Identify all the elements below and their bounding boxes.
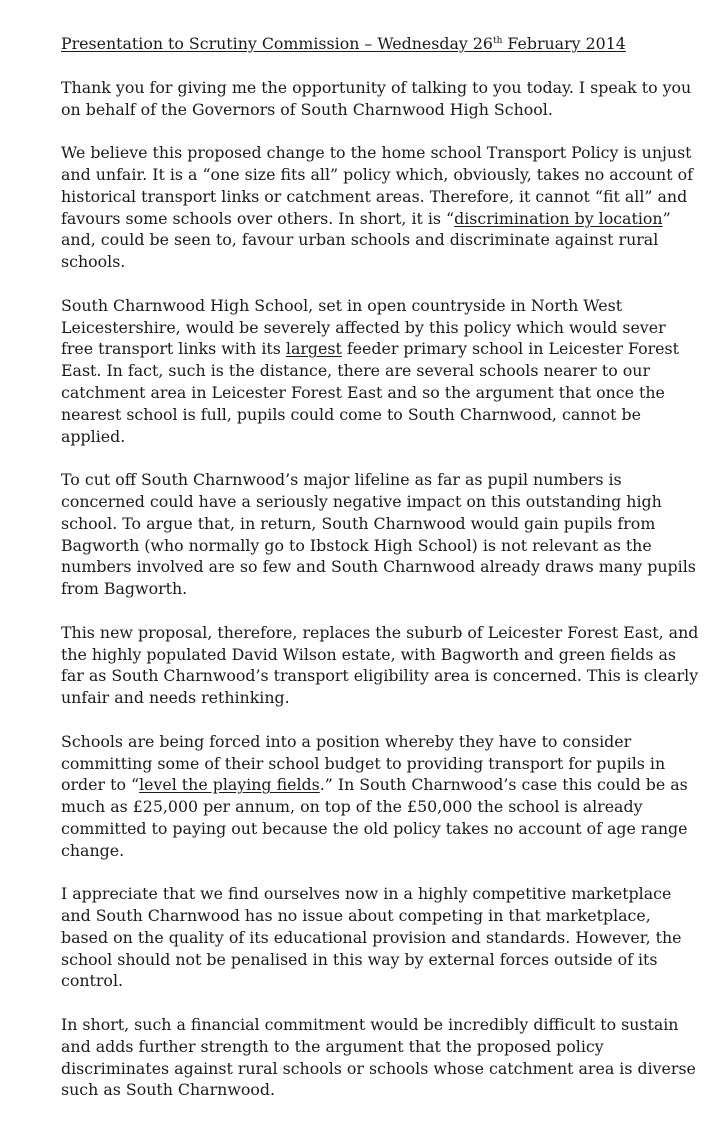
paragraph-text: To cut off South Charnwood’s major lifeline as far as pupil numbers is concerned could have a seriously negative impact on this outstanding high school. To argue that, in return, South Charnwood would gain pupils from Bagworth (who normally go to Ibstock High School) is not relevant as the numbers involved are so few and South Charnwood already draws many pupils from Bagworth. xyxy=(61,470,696,599)
paragraph-impact xyxy=(61,295,701,448)
paragraph-proposal xyxy=(61,622,701,709)
title-superscript: th xyxy=(492,36,503,46)
paragraph-text: South Charnwood High School, set in open countryside in North West Leicestershire, would be severely affected by this policy which would sever free transport links with its xyxy=(61,295,666,359)
paragraph-discrimination xyxy=(61,142,701,273)
page-title xyxy=(61,33,701,55)
paragraph-text: We believe this proposed change to the home school Transport Policy is unjust and unfair. It is a “one size fits all” policy which, obviously, takes no account of historical transport links or catchment areas. Therefore, it cannot “fit all” and favours some schools over others. In short, it is “ xyxy=(61,143,693,228)
paragraph-text: ” and, could be seen to, favour urban schools and discriminate against rural schools. xyxy=(61,208,671,272)
title-main: Presentation to Scrutiny Commission – Wednesday 26 xyxy=(61,34,493,53)
paragraph-text: In short, such a financial commitment would be incredibly difficult to sustain and adds further strength to the argument that the proposed policy discriminates against rural schools or schools whose catchment area is diverse such as South Charnwood. xyxy=(61,1015,696,1100)
paragraph-marketplace xyxy=(61,883,701,992)
paragraph-text: Thank you for giving me the opportunity of talking to you today. I speak to you on behalf of the Governors of South Charnwood High School. xyxy=(61,77,692,119)
paragraph-text: feeder primary school in Leicester Forest East. In fact, such is the distance, there are several schools nearer to our catchment area in Leicester Forest East and so the argument that once the nearest school is full, pupils could come to South Charnwood, cannot be applied. xyxy=(61,339,679,446)
title-tail: February 2014 xyxy=(502,34,626,53)
paragraph-lifeline xyxy=(61,469,701,600)
paragraph-text: This new proposal, therefore, replaces the suburb of Leicester Forest East, and the highly populated David Wilson estate, with Bagworth and green fields as far as South Charnwood’s transport eligibility area is concerned. This is clearly unfair and needs rethinking. xyxy=(61,622,699,708)
underlined-phrase: level the playing fields xyxy=(139,775,320,795)
paragraph-text: .” In South Charnwood’s case this could be as much as £25,000 per annum, on top of the £50,000 the school is already committed to paying out because the old policy takes no account of age range change. xyxy=(61,775,688,860)
underlined-word: largest xyxy=(285,339,342,359)
paragraph-text: I appreciate that we find ourselves now in a highly competitive marketplace and South Charnwood has no issue about competing in that marketplace, based on the quality of its educational provision and standards. However, the school should not be penalised in this way by external forces outside of its control. xyxy=(61,884,682,991)
paragraph-budget xyxy=(61,731,701,862)
underlined-phrase: discrimination by location xyxy=(454,208,663,228)
paragraph-intro xyxy=(61,77,701,121)
document-page xyxy=(61,33,701,1123)
paragraph-text: Schools are being forced into a position whereby they have to consider committing some of their school budget to providing transport for pupils in order to “ xyxy=(61,731,666,795)
paragraph-conclusion xyxy=(61,1014,701,1101)
